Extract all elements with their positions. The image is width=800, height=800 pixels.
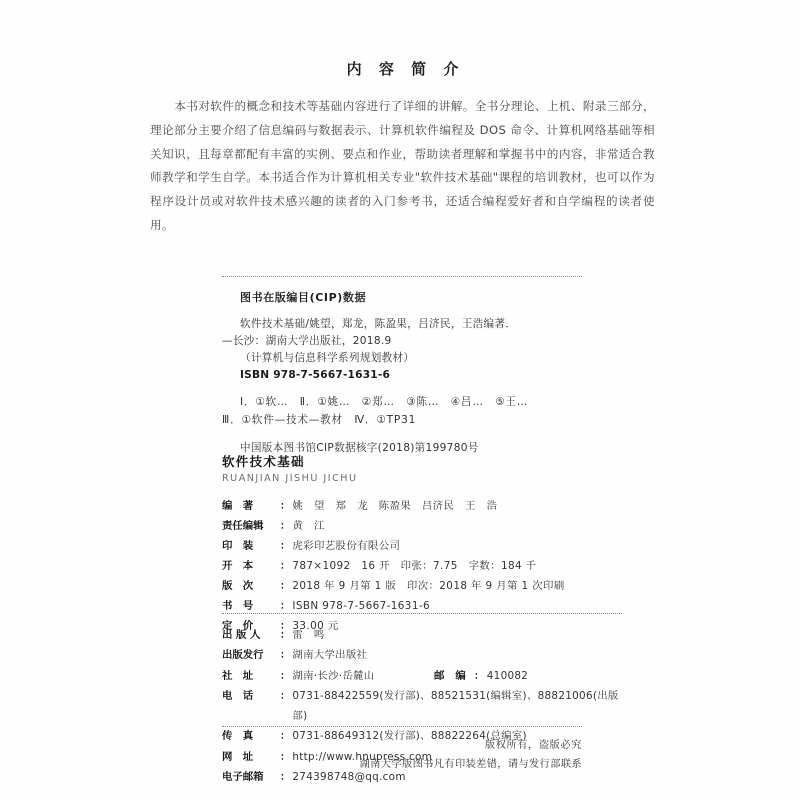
imprint-value: ISBN 978-7-5667-1631-6: [292, 599, 430, 612]
imprint-row: [222, 557, 602, 577]
imprint-label: 版 次: [222, 579, 254, 592]
imprint-label: 责任编辑: [222, 519, 264, 532]
cip-isbn: ISBN 978-7-5667-1631-6: [240, 369, 391, 382]
contact-value: 0731-88649312(发行部)、88822264(总编室): [292, 730, 527, 743]
contact-colon: ：: [280, 730, 291, 743]
cip-publication: —长沙：湖南大学出版社，2018.9: [222, 335, 392, 348]
contact-value: 雷 鸣: [292, 629, 325, 641]
contact-row-phone: [222, 686, 622, 727]
contact-colon: ：: [280, 649, 291, 662]
contact-value: 湖南大学出版社: [292, 649, 368, 662]
summary-section: [150, 58, 655, 238]
cip-classification-line-2: Ⅲ．①软件—技术—教材 Ⅳ．①TP31: [222, 413, 417, 426]
postal-code-group: [434, 666, 528, 686]
postal-code-value: 410082: [486, 669, 529, 682]
imprint-value: 2018 年 9 月第 1 版 印次：2018 年 9 月第 1 次印刷: [292, 579, 565, 592]
contact-row-address: [222, 666, 622, 686]
contact-label: 社 址: [222, 669, 254, 682]
postal-code-label: 邮 编: [434, 669, 467, 682]
cip-section: [222, 276, 582, 455]
contact-colon: ：: [280, 629, 291, 641]
book-title-chinese: 软件技术基础: [222, 454, 305, 469]
imprint-value: 姚 望 郑 龙 陈盈果 吕济民 王 浩: [292, 500, 498, 512]
contact-label: 出版发行: [222, 649, 264, 662]
contact-value: 0731-88422559(发行部)、88521531(编辑室)、88821006(出版部): [292, 689, 619, 723]
imprint-colon: ：: [280, 519, 291, 532]
imprint-colon: ：: [280, 500, 291, 512]
contact-row-email: [222, 767, 622, 787]
imprint-value: 黄 江: [292, 519, 325, 532]
imprint-label: 书 号: [222, 599, 254, 612]
imprint-value: 虎彩印艺股份有限公司: [292, 539, 401, 552]
contact-label: 网 址: [222, 750, 254, 763]
contact-row: [222, 645, 622, 665]
summary-title: 内 容 简 介: [346, 60, 465, 78]
cip-number: 中国版本图书馆CIP数据核字(2018)第199780号: [240, 441, 479, 454]
address-value: 湖南·长沙·岳麓山: [292, 669, 375, 682]
imprint-colon: ：: [280, 579, 291, 592]
colophon-section: [222, 452, 602, 637]
imprint-row: [222, 537, 602, 557]
imprint-colon: ：: [280, 599, 291, 612]
imprint-colon: ：: [280, 619, 291, 632]
imprint-value: 787×1092 16 开 印张：7.75 字数：184 千: [292, 559, 537, 572]
contact-value: [292, 666, 622, 686]
cip-classification-line-1: Ⅰ．①软… Ⅱ．①姚… ②郑… ③陈… ④吕… ⑤王…: [240, 395, 529, 408]
imprint-row: [222, 497, 602, 517]
contact-label: 传 真: [222, 730, 254, 743]
cip-heading: 图书在版编目(CIP)数据: [240, 291, 367, 304]
contact-colon: ：: [280, 770, 291, 783]
cip-series: （计算机与信息科学系列规划教材）: [240, 352, 415, 365]
imprint-value: 33.00 元: [292, 619, 339, 632]
contact-label: 电 话: [222, 689, 254, 702]
imprint-colon: ：: [280, 559, 291, 572]
cip-spacer: [222, 385, 582, 393]
imprint-label: 编 著: [222, 500, 254, 512]
book-title-pinyin: RUANJIAN JISHU JICHU: [222, 473, 358, 484]
contact-label: 出 版 人: [222, 629, 261, 641]
imprint-row: [222, 577, 602, 597]
imprint-colon: ：: [280, 539, 291, 552]
contact-row: [222, 625, 622, 645]
contact-colon: ：: [280, 669, 291, 682]
imprint-label: 印 装: [222, 539, 254, 552]
imprint-label: 开 本: [222, 559, 254, 572]
cip-title-authors: 软件技术基础/姚望，郑龙，陈盈果，吕济民，王浩编著．: [240, 318, 517, 330]
contact-colon: ：: [280, 689, 291, 702]
website-value[interactable]: http://www.hnupress.com: [292, 750, 433, 763]
postal-colon: ：: [474, 669, 485, 682]
contact-colon: ：: [280, 750, 291, 763]
email-value[interactable]: 274398748@qq.com: [292, 770, 406, 783]
summary-body: 本书对软件的概念和技术等基础内容进行了详细的讲解。全书分理论、上机、附录三部分，理论部分主要介绍了信息编码与数据表示、计算机软件编程及 DOS 命令、计算机网络基础等相关知识，且每章都配有丰富的实例、要点和作业，帮助读者理解和掌握书中的内容，非常适合教师教学和学生自学。本书适合作为计算机相关专业"软件技术基础"课程的培训教材，也可以作为程序设计员或对软件技术感兴趣的读者的入门参考书，还适合编程爱好者和自学编程的读者使用。: [150, 99, 655, 232]
defect-notice: 湖南大学版图书凡有印装差错，请与发行部联系: [359, 759, 582, 770]
page-footer: [222, 726, 582, 770]
copyright-notice: 版权所有，盗版必究: [484, 740, 582, 751]
imprint-row: [222, 517, 602, 537]
imprint-label: 定 价: [222, 619, 254, 632]
contact-label: 电子邮箱: [222, 770, 264, 783]
